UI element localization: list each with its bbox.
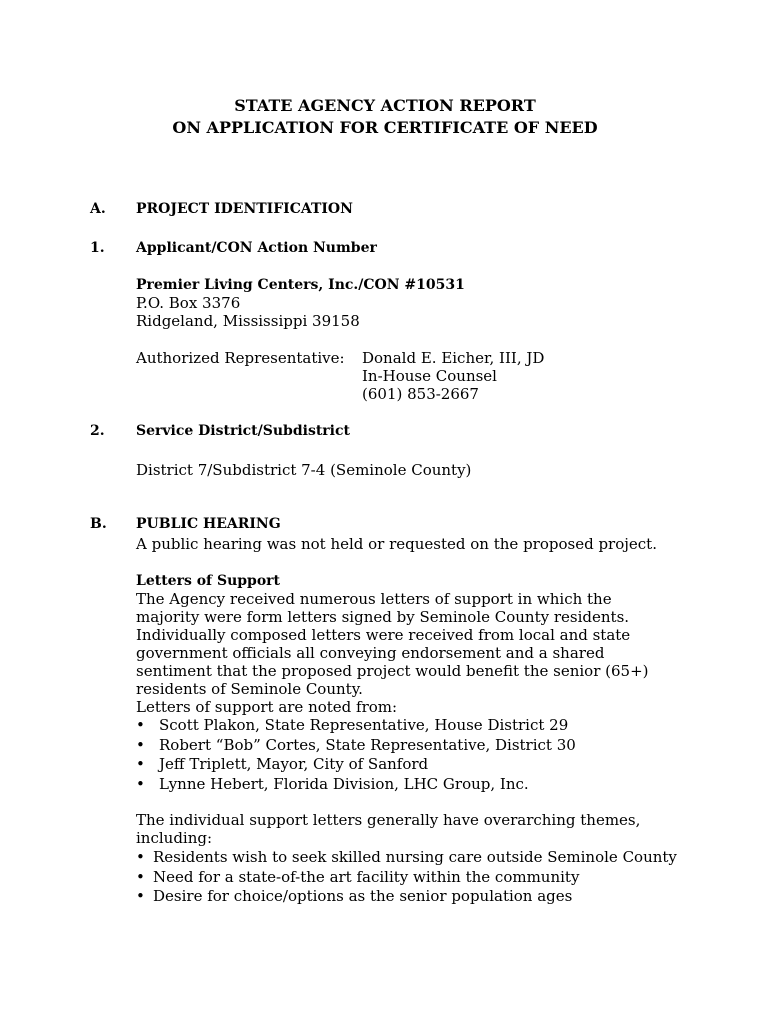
applicant-address-line1: P.O. Box 3376 — [136, 294, 241, 312]
item-2-number: 2. — [90, 423, 105, 439]
bullet-icon: • — [136, 735, 145, 754]
letters-of-support-heading: Letters of Support — [136, 573, 281, 589]
bullet-icon: • — [136, 774, 145, 793]
list-item: • Robert “Bob” Cortes, State Representative, District 30 — [136, 735, 576, 754]
item-1-number: 1. — [90, 240, 105, 256]
authorized-rep-name: Donald E. Eicher, III, JD — [362, 349, 545, 367]
list-item: • Jeff Triplett, Mayor, City of Sanford — [136, 755, 429, 773]
supporters-intro: Letters of support are noted from: — [136, 698, 398, 716]
list-item: • Need for a state-of-the art facility within the community — [136, 867, 580, 886]
bullet-icon: • — [136, 867, 145, 886]
report-title-line2: ON APPLICATION FOR CERTIFICATE OF NEED — [172, 118, 598, 137]
item-2-heading: Service District/Subdistrict — [136, 423, 350, 439]
themes-list — [136, 848, 677, 907]
list-item: • Lynne Hebert, Florida Division, LHC Group, Inc. — [136, 774, 529, 793]
authorized-rep-title: In-House Counsel — [362, 367, 497, 385]
section-a-letter: A. — [90, 201, 106, 217]
bullet-icon: • — [136, 848, 145, 866]
list-item: • Scott Plakon, State Representative, House District 29 — [136, 716, 569, 734]
public-hearing-text: A public hearing was not held or requested on the proposed project. — [136, 535, 657, 553]
letters-of-support-paragraph: The Agency received numerous letters of support in which the majority were form letters signed by Seminole County residents. Individually composed letters were received from local and state government officials all conveying endorsement and a shared sentiment that the proposed project would benefit the senior (65+) residents of Seminole County. — [136, 590, 649, 698]
bullet-icon: • — [136, 755, 145, 773]
section-a-heading: PROJECT IDENTIFICATION — [136, 201, 353, 217]
service-district-value: District 7/Subdistrict 7-4 (Seminole County) — [136, 461, 472, 479]
item-1-heading: Applicant/CON Action Number — [136, 240, 377, 256]
section-b-heading: PUBLIC HEARING — [136, 516, 281, 532]
themes-intro: The individual support letters generally have overarching themes, including: — [136, 811, 641, 847]
authorized-rep-label: Authorized Representative: — [136, 349, 345, 367]
bullet-icon: • — [136, 887, 145, 905]
bullet-icon: • — [136, 716, 145, 734]
list-item: • Desire for choice/options as the senior population ages — [136, 887, 573, 905]
supporters-list — [136, 716, 576, 794]
applicant-name: Premier Living Centers, Inc./CON #10531 — [136, 277, 465, 293]
authorized-rep-phone: (601) 853-2667 — [362, 385, 479, 403]
applicant-address-line2: Ridgeland, Mississippi 39158 — [136, 312, 360, 330]
report-title-line1: STATE AGENCY ACTION REPORT — [234, 96, 536, 115]
list-item: • Residents wish to seek skilled nursing care outside Seminole County — [136, 848, 677, 866]
section-b-letter: B. — [90, 516, 107, 532]
